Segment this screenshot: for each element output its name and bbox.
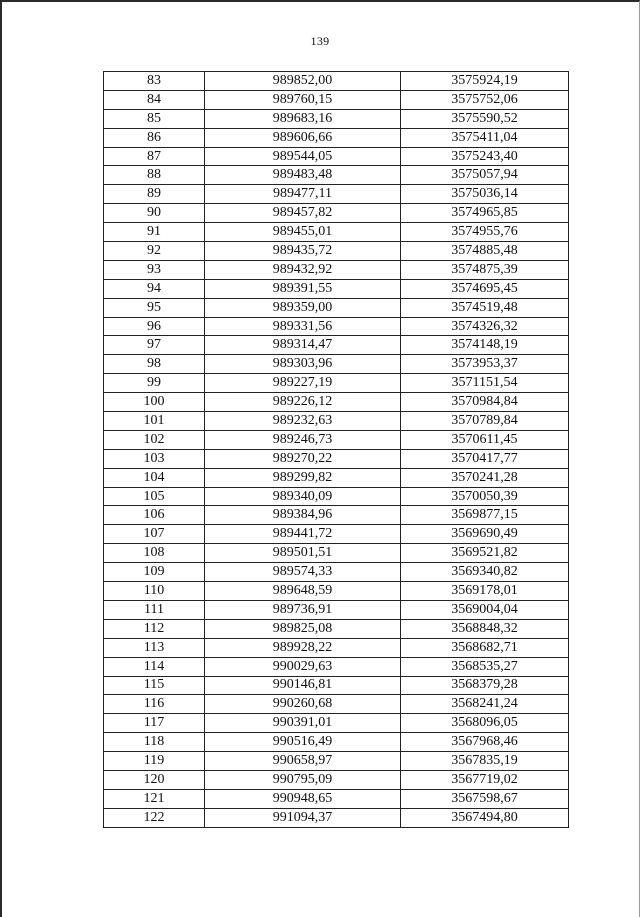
x-coordinate-cell: 989246,73 (205, 430, 401, 449)
y-coordinate-cell: 3569690,49 (401, 525, 569, 544)
table-row (104, 147, 569, 166)
point-number-cell: 113 (104, 638, 205, 657)
x-coordinate-cell: 990658,97 (205, 752, 401, 771)
table-row (104, 657, 569, 676)
y-coordinate-cell: 3567598,67 (401, 789, 569, 808)
table-row (104, 544, 569, 563)
point-number-cell: 109 (104, 563, 205, 582)
table-row (104, 695, 569, 714)
y-coordinate-cell: 3574885,48 (401, 242, 569, 261)
table-row (104, 808, 569, 827)
y-coordinate-cell: 3575057,94 (401, 166, 569, 185)
y-coordinate-cell: 3575411,04 (401, 128, 569, 147)
y-coordinate-cell: 3567719,02 (401, 770, 569, 789)
y-coordinate-cell: 3575036,14 (401, 185, 569, 204)
table-row (104, 582, 569, 601)
y-coordinate-cell: 3573953,37 (401, 355, 569, 374)
point-number-cell: 106 (104, 506, 205, 525)
point-number-cell: 97 (104, 336, 205, 355)
table-row (104, 72, 569, 91)
y-coordinate-cell: 3568379,28 (401, 676, 569, 695)
x-coordinate-cell: 989391,55 (205, 279, 401, 298)
point-number-cell: 94 (104, 279, 205, 298)
y-coordinate-cell: 3574326,32 (401, 317, 569, 336)
table-row (104, 242, 569, 261)
x-coordinate-cell: 989544,05 (205, 147, 401, 166)
point-number-cell: 121 (104, 789, 205, 808)
y-coordinate-cell: 3575924,19 (401, 72, 569, 91)
point-number-cell: 87 (104, 147, 205, 166)
point-number-cell: 105 (104, 487, 205, 506)
x-coordinate-cell: 989314,47 (205, 336, 401, 355)
point-number-cell: 116 (104, 695, 205, 714)
x-coordinate-cell: 989340,09 (205, 487, 401, 506)
x-coordinate-cell: 989574,33 (205, 563, 401, 582)
table-row (104, 487, 569, 506)
y-coordinate-cell: 3574875,39 (401, 260, 569, 279)
table-row (104, 525, 569, 544)
y-coordinate-cell: 3568682,71 (401, 638, 569, 657)
point-number-cell: 107 (104, 525, 205, 544)
y-coordinate-cell: 3574695,45 (401, 279, 569, 298)
table-row (104, 676, 569, 695)
point-number-cell: 83 (104, 72, 205, 91)
table-row (104, 619, 569, 638)
x-coordinate-cell: 989457,82 (205, 204, 401, 223)
x-coordinate-cell: 989226,12 (205, 393, 401, 412)
table-row (104, 789, 569, 808)
table-row (104, 506, 569, 525)
x-coordinate-cell: 989455,01 (205, 223, 401, 242)
table-row (104, 109, 569, 128)
y-coordinate-cell: 3574965,85 (401, 204, 569, 223)
point-number-cell: 96 (104, 317, 205, 336)
table-row (104, 374, 569, 393)
y-coordinate-cell: 3570417,77 (401, 449, 569, 468)
x-coordinate-cell: 989852,00 (205, 72, 401, 91)
point-number-cell: 122 (104, 808, 205, 827)
page-number: 139 (310, 34, 330, 48)
x-coordinate-cell: 990260,68 (205, 695, 401, 714)
x-coordinate-cell: 989432,92 (205, 260, 401, 279)
table-row (104, 770, 569, 789)
point-number-cell: 115 (104, 676, 205, 695)
x-coordinate-cell: 989384,96 (205, 506, 401, 525)
y-coordinate-cell: 3575590,52 (401, 109, 569, 128)
table-row (104, 412, 569, 431)
table-row (104, 279, 569, 298)
point-number-cell: 90 (104, 204, 205, 223)
table-row (104, 752, 569, 771)
point-number-cell: 88 (104, 166, 205, 185)
table-row (104, 600, 569, 619)
x-coordinate-cell: 989648,59 (205, 582, 401, 601)
table-row (104, 638, 569, 657)
x-coordinate-cell: 989331,56 (205, 317, 401, 336)
y-coordinate-cell: 3570789,84 (401, 412, 569, 431)
x-coordinate-cell: 990516,49 (205, 733, 401, 752)
table-row (104, 223, 569, 242)
y-coordinate-cell: 3570984,84 (401, 393, 569, 412)
point-number-cell: 101 (104, 412, 205, 431)
x-coordinate-cell: 989483,48 (205, 166, 401, 185)
y-coordinate-cell: 3574148,19 (401, 336, 569, 355)
y-coordinate-cell: 3567835,19 (401, 752, 569, 771)
x-coordinate-cell: 989232,63 (205, 412, 401, 431)
point-number-cell: 84 (104, 90, 205, 109)
point-number-cell: 103 (104, 449, 205, 468)
point-number-cell: 100 (104, 393, 205, 412)
y-coordinate-cell: 3569178,01 (401, 582, 569, 601)
x-coordinate-cell: 989760,15 (205, 90, 401, 109)
x-coordinate-cell: 990391,01 (205, 714, 401, 733)
y-coordinate-cell: 3570611,45 (401, 430, 569, 449)
x-coordinate-cell: 990948,65 (205, 789, 401, 808)
point-number-cell: 92 (104, 242, 205, 261)
point-number-cell: 99 (104, 374, 205, 393)
y-coordinate-cell: 3569521,82 (401, 544, 569, 563)
y-coordinate-cell: 3567494,80 (401, 808, 569, 827)
x-coordinate-cell: 989683,16 (205, 109, 401, 128)
table-row (104, 468, 569, 487)
table-row (104, 430, 569, 449)
table-row (104, 563, 569, 582)
y-coordinate-cell: 3570241,28 (401, 468, 569, 487)
point-number-cell: 85 (104, 109, 205, 128)
point-number-cell: 110 (104, 582, 205, 601)
table-row (104, 714, 569, 733)
point-number-cell: 119 (104, 752, 205, 771)
y-coordinate-cell: 3574955,76 (401, 223, 569, 242)
point-number-cell: 112 (104, 619, 205, 638)
coordinates-table-body (104, 72, 569, 828)
table-row (104, 355, 569, 374)
point-number-cell: 89 (104, 185, 205, 204)
point-number-cell: 93 (104, 260, 205, 279)
table-row (104, 166, 569, 185)
x-coordinate-cell: 989270,22 (205, 449, 401, 468)
table-row (104, 336, 569, 355)
x-coordinate-cell: 989303,96 (205, 355, 401, 374)
y-coordinate-cell: 3568096,05 (401, 714, 569, 733)
x-coordinate-cell: 989501,51 (205, 544, 401, 563)
table-row (104, 317, 569, 336)
y-coordinate-cell: 3568535,27 (401, 657, 569, 676)
point-number-cell: 91 (104, 223, 205, 242)
y-coordinate-cell: 3570050,39 (401, 487, 569, 506)
coordinates-table (103, 71, 569, 828)
x-coordinate-cell: 991094,37 (205, 808, 401, 827)
table-row (104, 260, 569, 279)
x-coordinate-cell: 990795,09 (205, 770, 401, 789)
table-row (104, 90, 569, 109)
table-row (104, 185, 569, 204)
x-coordinate-cell: 989227,19 (205, 374, 401, 393)
y-coordinate-cell: 3574519,48 (401, 298, 569, 317)
table-row (104, 393, 569, 412)
y-coordinate-cell: 3571151,54 (401, 374, 569, 393)
point-number-cell: 86 (104, 128, 205, 147)
x-coordinate-cell: 990029,63 (205, 657, 401, 676)
point-number-cell: 108 (104, 544, 205, 563)
point-number-cell: 114 (104, 657, 205, 676)
point-number-cell: 102 (104, 430, 205, 449)
y-coordinate-cell: 3568848,32 (401, 619, 569, 638)
point-number-cell: 117 (104, 714, 205, 733)
point-number-cell: 104 (104, 468, 205, 487)
table-row (104, 204, 569, 223)
point-number-cell: 118 (104, 733, 205, 752)
y-coordinate-cell: 3569004,04 (401, 600, 569, 619)
y-coordinate-cell: 3568241,24 (401, 695, 569, 714)
x-coordinate-cell: 989441,72 (205, 525, 401, 544)
table-row (104, 733, 569, 752)
point-number-cell: 95 (104, 298, 205, 317)
y-coordinate-cell: 3575243,40 (401, 147, 569, 166)
y-coordinate-cell: 3569340,82 (401, 563, 569, 582)
y-coordinate-cell: 3569877,15 (401, 506, 569, 525)
point-number-cell: 111 (104, 600, 205, 619)
y-coordinate-cell: 3567968,46 (401, 733, 569, 752)
x-coordinate-cell: 989477,11 (205, 185, 401, 204)
point-number-cell: 120 (104, 770, 205, 789)
x-coordinate-cell: 989606,66 (205, 128, 401, 147)
x-coordinate-cell: 989825,08 (205, 619, 401, 638)
x-coordinate-cell: 989928,22 (205, 638, 401, 657)
x-coordinate-cell: 989435,72 (205, 242, 401, 261)
x-coordinate-cell: 989299,82 (205, 468, 401, 487)
x-coordinate-cell: 989359,00 (205, 298, 401, 317)
point-number-cell: 98 (104, 355, 205, 374)
x-coordinate-cell: 989736,91 (205, 600, 401, 619)
table-row (104, 298, 569, 317)
table-row (104, 449, 569, 468)
table-row (104, 128, 569, 147)
x-coordinate-cell: 990146,81 (205, 676, 401, 695)
y-coordinate-cell: 3575752,06 (401, 90, 569, 109)
